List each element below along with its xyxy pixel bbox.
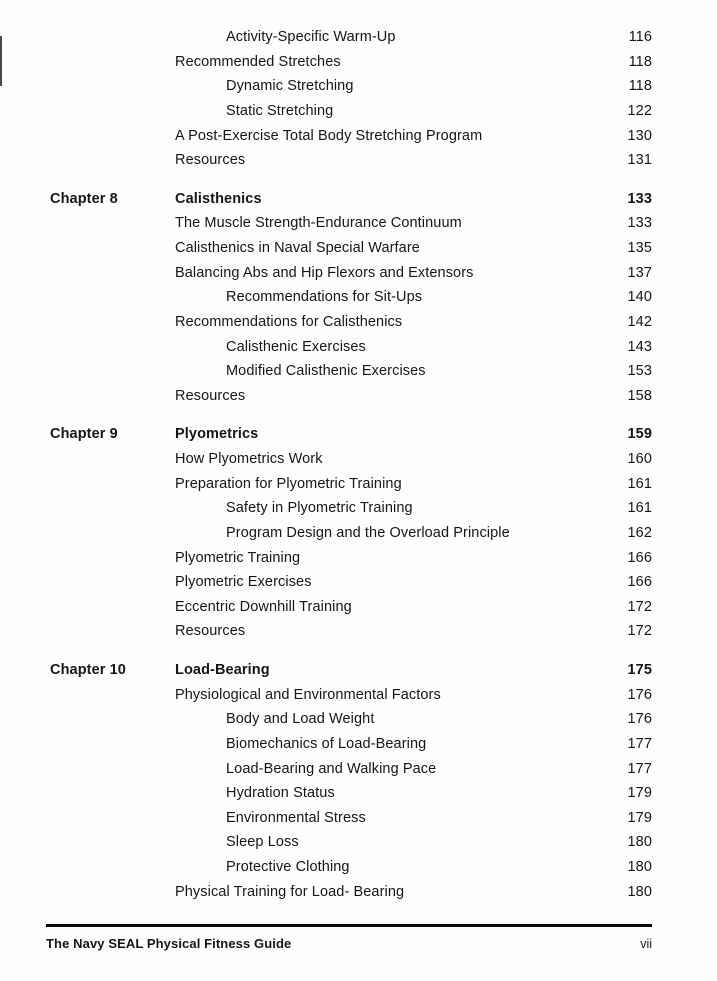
- toc-entry-row: [50, 261, 652, 286]
- footer-page-number: vii: [640, 936, 652, 951]
- entry-title: Hydration Status: [226, 785, 335, 802]
- page-number: 118: [628, 53, 652, 70]
- entry-title: Balancing Abs and Hip Flexors and Extensors: [175, 264, 474, 281]
- toc-entry-row: [50, 496, 652, 521]
- page-number: 162: [627, 524, 652, 541]
- entry-title: Static Stretching: [226, 102, 334, 119]
- toc-entry-row: [50, 855, 652, 880]
- toc-entry-row: [50, 211, 652, 236]
- toc-section: [50, 187, 652, 409]
- entry-title: Protective Clothing: [226, 859, 350, 875]
- page-number: 166: [627, 549, 652, 566]
- chapter-heading-row: [50, 422, 652, 447]
- page-number: 158: [627, 387, 652, 404]
- toc: [50, 25, 652, 904]
- page-number: 118: [628, 78, 652, 95]
- entry-title: Calisthenic Exercises: [226, 338, 366, 355]
- entry-title: Modified Calisthenic Exercises: [226, 363, 426, 380]
- chapter-title: Load-Bearing: [175, 662, 270, 678]
- toc-entry-row: [50, 619, 652, 644]
- page-number: 177: [627, 760, 652, 777]
- footer-rule: [46, 924, 652, 927]
- page-number: 153: [627, 363, 652, 380]
- page-number: 172: [627, 598, 652, 615]
- page-number: 142: [627, 313, 652, 330]
- toc-entry-row: [50, 806, 652, 831]
- page-number: 175: [627, 662, 652, 678]
- entry-title: Biomechanics of Load-Bearing: [226, 735, 427, 752]
- entry-title: Resources: [175, 623, 246, 640]
- page-number: 122: [627, 102, 652, 119]
- entry-title: Environmental Stress: [226, 809, 366, 826]
- toc-section: [50, 25, 652, 173]
- toc-entry-row: [50, 236, 652, 261]
- page-number: 180: [627, 883, 652, 900]
- entry-title: Preparation for Plyometric Training: [175, 475, 402, 492]
- toc-entry-row: [50, 880, 652, 905]
- chapter-title: Plyometrics: [175, 426, 259, 443]
- entry-title: The Muscle Strength-Endurance Continuum: [175, 215, 462, 232]
- entry-title: Physical Training for Load- Bearing: [175, 883, 405, 900]
- page-number: 135: [627, 240, 652, 256]
- toc-entry-row: [50, 830, 652, 855]
- entry-title: Recommendations for Sit-Ups: [226, 289, 423, 306]
- entry-title: Plyometric Exercises: [175, 574, 312, 591]
- entry-title: Calisthenics in Naval Special Warfare: [175, 240, 420, 256]
- scan-edge-artifact: [0, 36, 2, 86]
- entry-title: Activity-Specific Warm-Up: [226, 29, 396, 45]
- page-number: 180: [627, 859, 652, 875]
- toc-entry-row: [50, 781, 652, 806]
- toc-entry-row: [50, 148, 652, 173]
- entry-title: Resources: [175, 152, 246, 169]
- chapter-label: Chapter 9: [50, 426, 118, 443]
- page-number: 133: [627, 215, 652, 232]
- page-number: 137: [627, 264, 652, 281]
- toc-section: [50, 422, 652, 644]
- toc-entry-row: [50, 757, 652, 782]
- toc-entry-row: [50, 546, 652, 571]
- toc-entry-row: [50, 310, 652, 335]
- entry-title: Resources: [175, 387, 246, 404]
- page-number: 131: [627, 152, 652, 169]
- toc-entry-row: [50, 335, 652, 360]
- page-number: 179: [627, 785, 652, 802]
- entry-title: Safety in Plyometric Training: [226, 500, 413, 517]
- page-number: 133: [627, 190, 652, 207]
- entry-title: Dynamic Stretching: [226, 78, 354, 95]
- entry-title: Eccentric Downhill Training: [175, 598, 352, 615]
- entry-title: How Plyometrics Work: [175, 451, 323, 467]
- page-number: 180: [627, 834, 652, 851]
- toc-entry-row: [50, 50, 652, 75]
- toc-entry-row: [50, 732, 652, 757]
- footer-book-title: The Navy SEAL Physical Fitness Guide: [46, 935, 292, 951]
- entry-title: A Post-Exercise Total Body Stretching Program: [175, 127, 483, 144]
- entry-title: Plyometric Training: [175, 549, 301, 566]
- toc-entry-row: [50, 74, 652, 99]
- page-number: 116: [628, 29, 652, 45]
- toc-entry-row: [50, 570, 652, 595]
- chapter-label: Chapter 8: [50, 190, 118, 207]
- entry-title: Physiological and Environmental Factors: [175, 686, 441, 703]
- chapter-label: Chapter 10: [50, 662, 126, 678]
- toc-entry-row: [50, 595, 652, 620]
- toc-section: [50, 658, 652, 904]
- entry-title: Recommended Stretches: [175, 53, 341, 70]
- toc-entry-row: [50, 707, 652, 732]
- toc-entry-row: [50, 359, 652, 384]
- page-number: 177: [627, 735, 652, 752]
- page-number: 179: [627, 809, 652, 826]
- chapter-heading-row: [50, 658, 652, 683]
- toc-entry-row: [50, 124, 652, 149]
- toc-entry-row: [50, 683, 652, 708]
- page-number: 140: [627, 289, 652, 306]
- page-number: 166: [627, 574, 652, 591]
- page-footer: [46, 924, 652, 951]
- page-number: 176: [627, 686, 652, 703]
- toc-entry-row: [50, 285, 652, 310]
- entry-title: Program Design and the Overload Principle: [226, 524, 510, 541]
- toc-entry-row: [50, 472, 652, 497]
- footer-text-row: [46, 936, 652, 951]
- toc-entry-row: [50, 447, 652, 472]
- entry-title: Body and Load Weight: [226, 711, 375, 728]
- entry-title: Recommendations for Calisthenics: [175, 313, 403, 330]
- page-number: 161: [627, 475, 652, 492]
- page-number: 172: [627, 623, 652, 640]
- page-number: 176: [627, 711, 652, 728]
- page-number: 161: [627, 500, 652, 517]
- page-number: 143: [627, 338, 652, 355]
- toc-entry-row: [50, 384, 652, 409]
- page-number: 160: [627, 451, 652, 467]
- entry-title: Sleep Loss: [226, 834, 299, 851]
- chapter-heading-row: [50, 187, 652, 212]
- page-number: 159: [627, 426, 652, 443]
- toc-entry-row: [50, 521, 652, 546]
- entry-title: Load-Bearing and Walking Pace: [226, 760, 437, 777]
- page-number: 130: [627, 127, 652, 144]
- toc-entry-row: [50, 99, 652, 124]
- chapter-title: Calisthenics: [175, 190, 262, 207]
- toc-entry-row: [50, 25, 652, 50]
